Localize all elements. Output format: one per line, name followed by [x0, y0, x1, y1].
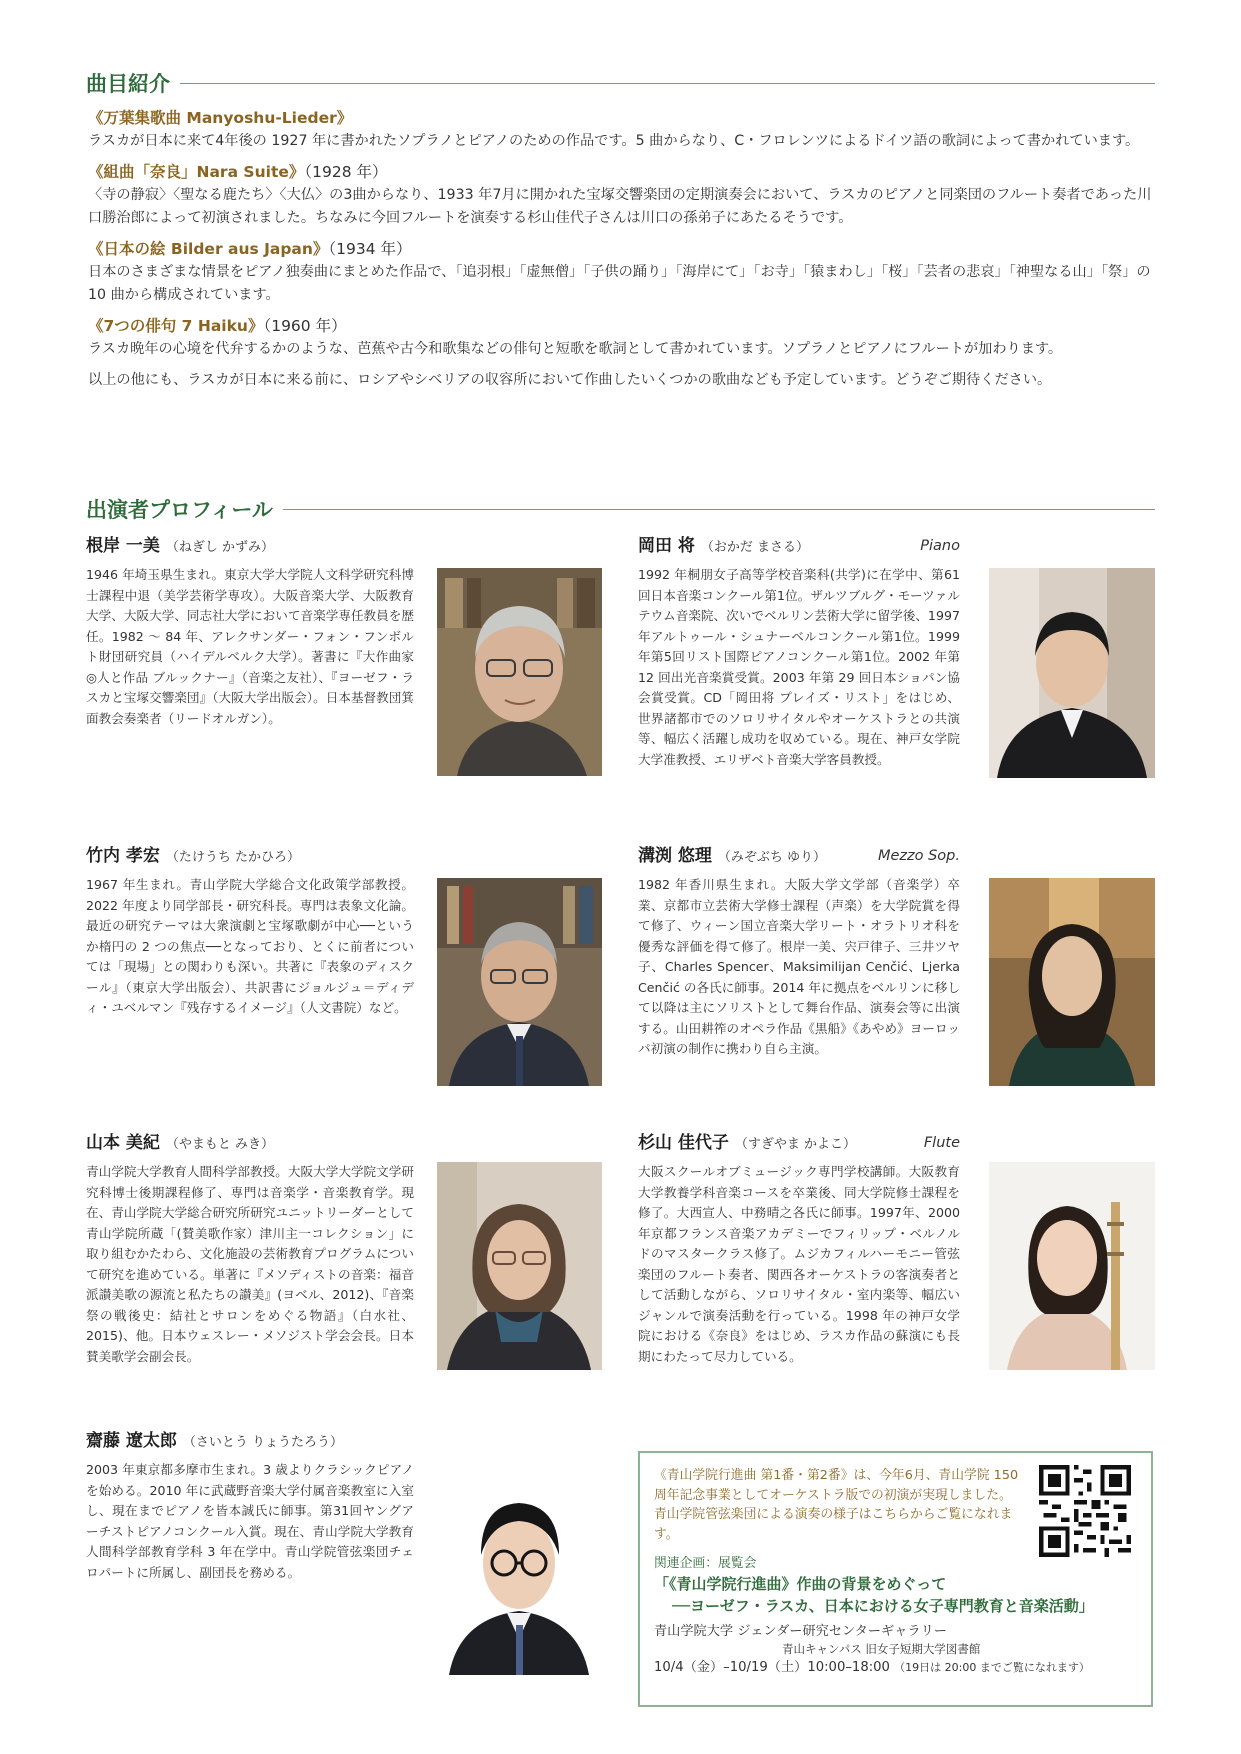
- work-item: [88, 314, 1156, 361]
- work-description: ラスカが日本に来て4年後の 1927 年に書かれたソプラノとピアノのための作品です。5 曲からなり、C・フロレンツによるドイツ語の歌詞によって書かれています。: [88, 133, 1140, 149]
- performer-bio: 1992 年桐朋女子高等学校音楽科(共学)に在学中、第61回日本音楽コンクール第1位。ザルツブルグ・モーツァルテウム音楽院、次いでベルリン芸術大学に留学後、1997 年アルトゥール・シュナーベルコンクール第1位。1999 年第5回リスト国際ピアノコンクール第1位。2002 年第 12 回出光音楽賞受賞。2003 年第 29 回日本ショパン協会賞受賞。CD「岡田将 プレイズ・リスト」をはじめ、世界諸都市でのソロリサイタルやオーケストラとの共演等、幅広く活躍し成功を収めている。現在、神戸女学院大学准教授、エリザベト音楽大学客員教授。: [638, 567, 960, 767]
- performer-kana: （やまもと みき）: [165, 1137, 275, 1152]
- exhibition-subtitle: ──ヨーゼフ・ラスカ、日本における女子専門教育と音楽活動」: [672, 1597, 1094, 1615]
- march-premiere-text: 《青山学院行進曲 第1番・第2番》は、今年6月、青山学院 150 周年記念事業としてオーケストラ版での初演が実現しました。: [654, 1468, 1019, 1503]
- work-year: （1960 年）: [263, 317, 347, 335]
- performers-section-header: [86, 494, 1155, 524]
- work-title: 《7つの俳句 7 Haiku》: [88, 317, 264, 335]
- performer-kana: （みぞぶち ゆり）: [717, 850, 827, 865]
- exhibition-dates: [654, 1658, 1137, 1678]
- profile-negishi: [86, 532, 414, 729]
- profile-okada: [638, 532, 960, 770]
- performer-name: 岡田 将: [638, 536, 695, 556]
- performers-heading: 出演者プロフィール: [86, 498, 273, 522]
- exhibition-info-box: [638, 1451, 1153, 1707]
- performer-bio: 青山学院大学教育人間科学部教授。大阪大学大学院文学研究科博士後期課程修了、専門は音楽学・音楽教育学。現在、青山学院大学総合研究所研究ユニットリーダーとして青山学院所蔵「(賛美歌作家）津川主一コレクション」に取り組むかたわら、文化施設の芸術教育プログラムについて研究を進めている。単著に『メソディストの音楽：福音派讃美歌の源流と私たちの讃美』(ヨベル、2012)、『音楽祭の戦後史：結社とサロンをめぐる物語』（白水社、2015)、他。日本ウェスレー・メソジスト学会会長。日本賛美歌学会副会長。: [86, 1164, 414, 1364]
- exhibition-venue-detail: 青山キャンパス 旧女子短期大学図書館: [782, 1642, 981, 1656]
- performer-kana: （すぎやま かよこ）: [734, 1137, 857, 1152]
- exhibition-venue: 青山学院大学 ジェンダー研究センターギャラリー: [654, 1624, 947, 1639]
- work-title: 《万葉集歌曲 Manyoshu-Lieder》: [88, 109, 353, 127]
- exhibition-date-range: 10/4（金）–10/19（土）10:00–18:00: [654, 1660, 890, 1675]
- work-item: [88, 106, 1156, 153]
- performer-kana: （おかだ まさる）: [700, 540, 810, 555]
- performer-instrument: Piano: [920, 538, 960, 554]
- profile-saito: [86, 1427, 414, 1583]
- heading-rule: [180, 83, 1155, 84]
- exhibition-date-note: （19日は 20:00 までご覧になれます）: [894, 1661, 1090, 1674]
- performer-name: 齋藤 遼太郎: [86, 1431, 177, 1451]
- performer-name: 杉山 佳代子: [638, 1133, 729, 1153]
- performer-name: 竹内 孝宏: [86, 846, 160, 866]
- related-event-label: 関連企画：展覧会: [654, 1556, 757, 1571]
- performer-name: 根岸 一美: [86, 536, 160, 556]
- performer-bio: 大阪スクールオブミュージック専門学校講師。大阪教育大学教養学科音楽コースを卒業後、同大学院修士課程を修了。大西宣人、中務晴之各氏に師事。1997年、2000 年京都フランス音楽アカデミーでフィリップ・ベルノルドのマスタークラス修了。ムジカフィルハーモニー管弦楽団のフルート奏者、関西各オーケストラの客演奏者として活動しながら、ソロリサイタル・室内楽等、幅広いジャンルで演奏活動を行っている。1998 年の神戸女学院における《奈良》をはじめ、ラスカ作品の蘇演にも長期にわたって尽力している。: [638, 1164, 960, 1364]
- performer-instrument: Mezzo Sop.: [877, 848, 960, 864]
- profile-mizobuchi: [638, 842, 960, 1060]
- video-guide-text: 青山学院管弦楽団による演奏の様子はこちらからご覧になれます。: [654, 1507, 1013, 1542]
- performer-bio: 1967 年生まれ。青山学院大学総合文化政策学部教授。2022 年度より同学部長・研究科長。専門は表象文化論。最近の研究テーマは大衆演劇と宝塚歌劇が中心──というか楕円の 2 つの焦点──となっており、とくに前者については「現場」との関わりも深い。共著に『表象のディスクール』（東京大学出版会）、共訳書にジョルジュ＝ディディ・ユベルマン『残存するイメージ』（人文書院）など。: [86, 877, 414, 1015]
- work-year: （1928 年）: [304, 163, 388, 181]
- portrait-photo-yamamoto: [437, 1162, 602, 1370]
- work-title: 《組曲「奈良」Nara Suite》: [88, 163, 305, 181]
- heading-rule: [283, 509, 1155, 510]
- work-year: （1934 年）: [328, 240, 412, 258]
- portrait-photo-takeuchi: [437, 878, 602, 1086]
- portrait-photo-saito: [437, 1463, 602, 1675]
- performer-bio: 1982 年香川県生まれ。大阪大学文学部（音楽学）卒業、京都市立芸術大学修士課程（声楽）を大学院賞を得て修了、ウィーン国立音楽大学リート・オラトリオ科を優秀な評価を得て修了。根岸一美、宍戸律子、三井ツヤ子、Charles Spencer、Maksimilijan Cenčić、Ljerka Cenčić の各氏に師事。2014 年に拠点をベルリンに移して以降は主にソリストとして舞台作品、演奏会等に出演する。山田耕筰のオペラ作品《黒船》《あやめ》ヨーロッパ初演の制作に携わり自ら主演。: [638, 877, 960, 1056]
- performer-kana: （さいとう りょうたろう）: [182, 1435, 344, 1450]
- performer-name: 溝渕 悠理: [638, 846, 712, 866]
- work-description: ラスカ晩年の心境を代弁するかのような、芭蕉や古今和歌集などの俳句と短歌を歌詞として書かれています。ソプラノとピアノにフルートが加わります。: [88, 341, 1063, 357]
- portrait-photo-okada: [989, 568, 1155, 778]
- portrait-photo-mizobuchi: [989, 878, 1155, 1086]
- qr-code-icon[interactable]: [1039, 1465, 1131, 1557]
- performer-instrument: Flute: [923, 1135, 960, 1151]
- work-description: 〈寺の静寂〉〈聖なる鹿たち〉〈大仏〉の3曲からなり、1933 年7月に開かれた宝塚交響楽団の定期演奏会において、ラスカのピアノと同楽団のフルート奏者であった川口勝治郎によって初演されました。ちなみに今回フルートを演奏する杉山佳代子さんは川口の孫弟子にあたるそうです。: [88, 187, 1152, 226]
- work-item: [88, 237, 1156, 307]
- exhibition-title: 「《青山学院行進曲》作曲の背景をめぐって: [654, 1575, 947, 1593]
- program-heading: 曲目紹介: [86, 72, 170, 96]
- performer-kana: （ねぎし かずみ）: [165, 540, 275, 555]
- work-description: 日本のさまざまな情景をピアノ独奏曲にまとめた作品で、「追羽根」「虚無僧」「子供の踊り」「海岸にて」「お寺」「猿まわし」「桜」「芸者の悲哀」「神聖なる山」「祭」の 10 曲から構成されています。: [88, 264, 1151, 303]
- portrait-photo-negishi: [437, 568, 602, 776]
- program-closing: 以上の他にも、ラスカが日本に来る前に、ロシアやシベリアの収容所において作曲したいくつかの歌曲なども予定しています。どうぞご期待ください。: [88, 372, 1052, 388]
- profile-sugiyama: [638, 1129, 960, 1367]
- program-section-header: [86, 68, 1155, 98]
- profile-takeuchi: [86, 842, 414, 1019]
- portrait-photo-sugiyama: [989, 1162, 1155, 1370]
- performer-bio: 1946 年埼玉県生まれ。東京大学大学院人文科学研究科博士課程中退（美学芸術学専攻）。大阪音楽大学、大阪教育大学、大阪大学、同志社大学において音楽学専任教員を歴任。1982 ～ 84 年、アレクサンダー・フォン・フンボルト財団研究員（ハイデルベルク大学）。著書に『大作曲家◎人と作品 ブルックナー』（音楽之友社）、『ヨーゼフ・ラスカと宝塚交響楽団』（大阪大学出版会）。日本基督教団箕面教会奏楽者（リードオルガン）。: [86, 567, 414, 726]
- work-item: [88, 160, 1156, 230]
- profile-yamamoto: [86, 1129, 414, 1367]
- performer-name: 山本 美紀: [86, 1133, 160, 1153]
- work-title: 《日本の絵 Bilder aus Japan》: [88, 240, 329, 258]
- performer-kana: （たけうち たかひろ）: [165, 850, 301, 865]
- performer-bio: 2003 年東京都多摩市生まれ。3 歳よりクラシックピアノを始める。2010 年に武蔵野音楽大学付属音楽教室に入室し、現在までピアノを皆本誠氏に師事。第31回ヤングアーチストピアノコンクール入賞。現在、青山学院大学教育人間科学部教育学科 3 年在学中。青山学院管弦楽団チェロパートに所属し、副団長を務める。: [86, 1462, 414, 1580]
- program-works: [88, 106, 1156, 392]
